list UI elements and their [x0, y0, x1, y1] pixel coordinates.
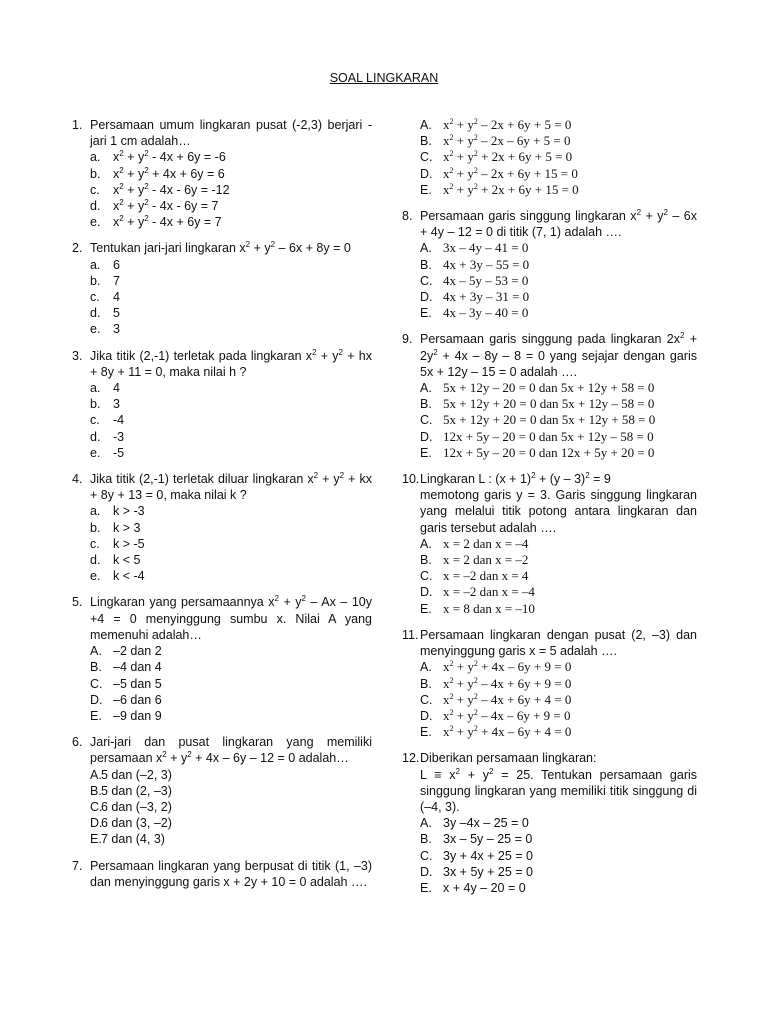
- question-number: 7.: [72, 858, 83, 873]
- option-e[interactable]: E. $x^2 + y^2 + 4x - 6y + 4 = 0$: [420, 724, 572, 740]
- question-stem: Jari-jari dan pusat lingkaran yang memiliki persamaan $x^2 + y^2 + 4x - 6y - 12 = 0$ adalah…: [90, 735, 372, 766]
- option-a[interactable]: A. –2 dan 2: [90, 644, 162, 659]
- question-1: [72, 117, 372, 230]
- option-e[interactable]: e. 3: [90, 322, 120, 337]
- question-2: [72, 240, 372, 337]
- question-number: 1.: [72, 118, 83, 132]
- option-d[interactable]: D. $x^2 + y^2 - 4x - 6y + 9 = 0$: [420, 707, 571, 723]
- option-d[interactable]: d. $x^2 + y^2 - 4x - 6y = 7$: [90, 198, 219, 214]
- option-b[interactable]: B. $x^2 + y^2 - 2x - 6y + 5 = 0$: [420, 133, 571, 149]
- question-7-options: [402, 117, 697, 198]
- option-c[interactable]: C. 6 dan (–3, 2): [90, 799, 172, 814]
- option-c[interactable]: C. $x^2 + y^2 - 4x + 6y + 4 = 0$: [420, 691, 572, 707]
- option-d[interactable]: D. 12x + 5y – 20 = 0 dan 5x + 12y – 58 = 0: [420, 428, 654, 444]
- option-e[interactable]: E. $x^2 + y^2 + 2x + 6y + 15 = 0$: [420, 181, 579, 197]
- option-b[interactable]: B. 3x – 5y – 25 = 0: [420, 832, 533, 847]
- option-b[interactable]: B. 5 dan (2, –3): [90, 783, 172, 798]
- question-number: 4.: [72, 472, 83, 487]
- question-number: 11.: [402, 627, 419, 642]
- option-e[interactable]: E. 7 dan (4, 3): [90, 832, 165, 847]
- option-d[interactable]: D. $x^2 + y^2 - 2x + 6y + 15 = 0$: [420, 165, 578, 181]
- question-number: 5.: [72, 595, 83, 610]
- option-a[interactable]: A. $x^2 + y^2 - 2x + 6y + 5 = 0$: [420, 117, 572, 132]
- option-c[interactable]: C. $x^2 + y^2 + 2x + 6y + 5 = 0$: [420, 149, 573, 165]
- question-stem-continued: memotong garis y = 3. Garis singgung lingkaran yang melalui titik potong antara lingkaran dan garis tersebut adalah ….: [420, 488, 697, 535]
- question-12: [402, 750, 697, 896]
- option-a[interactable]: A. 5 dan (–2, 3): [90, 767, 172, 782]
- option-c[interactable]: C. 4x – 5y – 53 = 0: [420, 272, 529, 288]
- option-b[interactable]: B. $x^2 + y^2 - 4x + 6y + 9 = 0$: [420, 675, 572, 691]
- question-10: [402, 471, 697, 617]
- question-number: 8.: [402, 209, 413, 224]
- option-c[interactable]: c. -4: [90, 413, 125, 428]
- option-a[interactable]: A. x = 2 dan x = –4: [420, 535, 529, 551]
- option-e[interactable]: E. x = 8 dan x = –10: [420, 600, 535, 616]
- question-5: [72, 594, 372, 724]
- option-d[interactable]: D. x = –2 dan x = –4: [420, 584, 535, 600]
- option-d[interactable]: D. 4x + 3y – 31 = 0: [420, 289, 530, 305]
- option-e[interactable]: E. 12x + 5y – 20 = 0 dan 12x + 5y + 20 = 0: [420, 444, 655, 460]
- question-11: [402, 627, 697, 740]
- question-4: [72, 471, 372, 584]
- right-column: [402, 117, 697, 906]
- question-7: [72, 858, 372, 890]
- question-stem: Tentukan jari-jari lingkaran $x^2 + y^2 - 6x + 8y = 0$: [90, 240, 351, 256]
- option-c[interactable]: C. 3y + 4x + 25 = 0: [420, 848, 533, 863]
- option-d[interactable]: D. –6 dan 6: [90, 692, 162, 707]
- option-d[interactable]: d. 5: [90, 306, 120, 321]
- question-number: 9.: [402, 332, 413, 347]
- question-number: 10.: [402, 472, 420, 487]
- option-d[interactable]: d. k < 5: [90, 553, 141, 568]
- option-a[interactable]: a. 6: [90, 257, 120, 272]
- question-6: [72, 734, 372, 847]
- option-a[interactable]: a. $x^2 + y^2 - 4x + 6y = -6$: [90, 149, 226, 165]
- option-d[interactable]: D. 6 dan (3, –2): [90, 816, 172, 831]
- option-c[interactable]: C. x = –2 dan x = 4: [420, 568, 529, 584]
- option-a[interactable]: A. 5x + 12y – 20 = 0 dan 5x + 12y + 58 = 0: [420, 380, 655, 396]
- page-title: SOAL LINGKARAN: [329, 71, 439, 85]
- option-b[interactable]: B. x = 2 dan x = –2: [420, 552, 529, 568]
- question-stem: Persamaan garis singgung pada lingkaran $2x^2 + 2y^2 + 4x - 8y - 8 = 0$ yang sejajar dengan garis 5x + 12y – 15 = 0 adalah ….: [420, 331, 697, 379]
- left-column: [72, 117, 372, 900]
- option-b[interactable]: b. k > 3: [90, 520, 141, 535]
- option-e[interactable]: e. k < -4: [90, 569, 145, 584]
- question-stem: Lingkaran yang persamaannya $x^2 + y^2 - Ax - 10y +4 = 0$ menyinggung sumbu x. Nilai A yang memenuhi adalah…: [90, 594, 372, 642]
- question-stem: Persamaan lingkaran dengan pusat (2, –3) dan menyinggung garis x = 5 adalah ….: [420, 627, 697, 659]
- option-b[interactable]: B. –4 dan 4: [90, 660, 162, 675]
- option-e[interactable]: E. 4x – 3y – 40 = 0: [420, 305, 529, 321]
- question-stem: Diberikan persamaan lingkaran:: [420, 751, 597, 766]
- option-e[interactable]: e. $x^2 + y^2 - 4x + 6y = 7$: [90, 214, 222, 230]
- question-stem: Lingkaran L : $(x + 1)^2 + (y - 3)^2 = 9$: [420, 471, 611, 487]
- option-c[interactable]: c. $x^2 + y^2 - 4x - 6y = -12$: [90, 181, 230, 197]
- option-a[interactable]: a. k > -3: [90, 504, 145, 519]
- question-number: 12.: [402, 751, 420, 766]
- option-b[interactable]: b. 3: [90, 397, 120, 412]
- option-c[interactable]: C. 5x + 12y + 20 = 0 dan 5x + 12y + 58 = 0: [420, 412, 656, 428]
- question-number: 6.: [72, 735, 83, 750]
- option-a[interactable]: a. 4: [90, 381, 120, 396]
- option-c[interactable]: C. –5 dan 5: [90, 676, 162, 691]
- option-e[interactable]: E. –9 dan 9: [90, 708, 162, 723]
- question-number: 3.: [72, 348, 83, 363]
- option-b[interactable]: b. $x^2 + y^2 + 4x + 6y = 6$: [90, 165, 225, 181]
- option-e[interactable]: E. x + 4y – 20 = 0: [420, 880, 526, 895]
- option-a[interactable]: A. 3x – 4y – 41 = 0: [420, 240, 529, 256]
- question-9: [402, 331, 697, 461]
- option-d[interactable]: d. -3: [90, 429, 125, 444]
- option-a[interactable]: A. $x^2 + y^2 + 4x - 6y + 9 = 0$: [420, 659, 572, 675]
- option-e[interactable]: e. -5: [90, 445, 125, 460]
- option-a[interactable]: A. 3y –4x – 25 = 0: [420, 816, 529, 831]
- option-b[interactable]: B. 4x + 3y – 55 = 0: [420, 256, 530, 272]
- question-stem: Persamaan umum lingkaran pusat (-2,3) berjari -jari 1 cm adalah…: [90, 118, 372, 149]
- question-stem-continued: $L \equiv x^2 + y^2 = 25$. Tentukan persamaan garis singgung lingkaran yang memiliki titik singgung di (–4, 3).: [420, 766, 698, 814]
- option-d[interactable]: D. 3x + 5y + 25 = 0: [420, 864, 533, 879]
- option-b[interactable]: b. 7: [90, 273, 120, 288]
- question-stem: Jika titik (2,-1) terletak pada lingkaran $x^2 + y^2$ + hx + 8y + 11 = 0, maka nilai h ?: [90, 347, 372, 379]
- option-c[interactable]: c. 4: [90, 290, 120, 305]
- question-3: [72, 348, 372, 461]
- question-stem: Jika titik (2,-1) terletak diluar lingkaran $x^2 + y^2$ + kx + 8y + 13 = 0, maka nilai k ?: [90, 471, 372, 503]
- option-c[interactable]: c. k > -5: [90, 536, 145, 551]
- question-8: [402, 208, 697, 321]
- question-stem: Persamaan lingkaran yang berpusat di titik (1, –3) dan menyinggung garis x + 2y + 10 = 0 adalah ….: [90, 858, 372, 889]
- option-b[interactable]: B. 5x + 12y + 20 = 0 dan 5x + 12y – 58 = 0: [420, 396, 655, 412]
- question-stem: Persamaan garis singgung lingkaran $x^2 + y^2 - 6x + 4y - 12 = 0$ di titik (7, 1) adalah ….: [420, 208, 698, 240]
- question-number: 2.: [72, 241, 83, 256]
